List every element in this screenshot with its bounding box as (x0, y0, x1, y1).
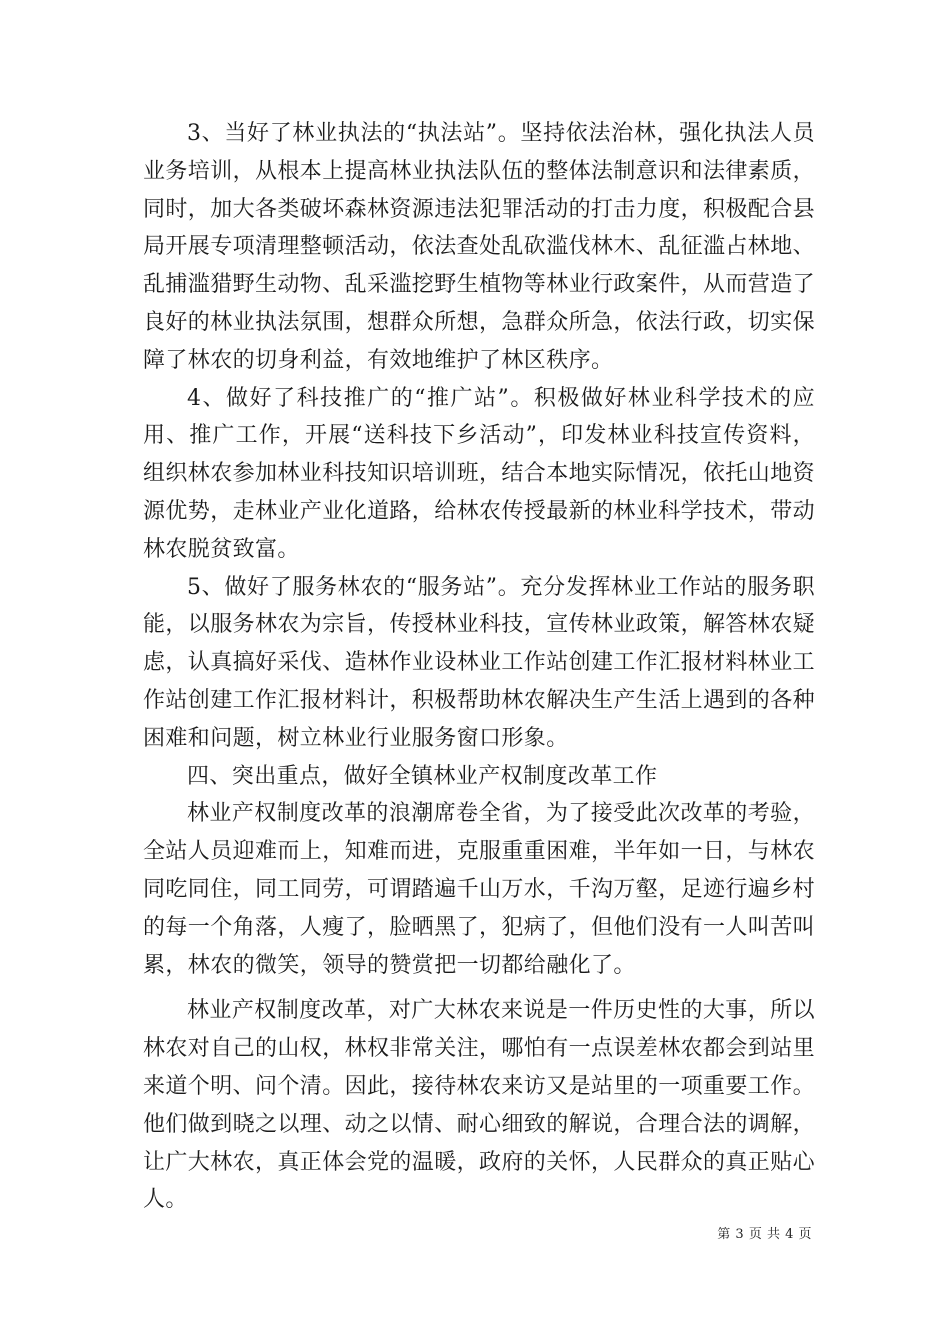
paragraph-law-enforcement: 3、当好了林业执法的“执法站”。坚持依法治林，强化执法人员业务培训，从根本上提高林业执法队伍的整体法制意识和法律素质，同时，加大各类破坏森林资源违法犯罪活动的打击力度，积极配合县局开展专项清理整顿活动，依法查处乱砍滥伐林木、乱征滥占林地、乱捕滥猎野生动物、乱采滥挖野生植物等林业行政案件，从而营造了良好的林业执法氛围，想群众所想，急群众所急，依法行政，切实保障了林农的切身利益，有效地维护了林区秩序。 (143, 121, 816, 373)
document-body (143, 115, 815, 1219)
paragraph-tech-promotion: 4、做好了科技推广的“推广站”。积极做好林业科学技术的应用、推广工作，开展“送科技下乡活动”，印发林业科技宣传资料，组织林农参加林业科技知识培训班，结合本地实际情况，依托山地资源优势，走林业产业化道路，给林农传授最新的林业科学技术，带动林农脱贫致富。 (143, 385, 816, 562)
paragraph-reform-visits: 林业产权制度改革，对广大林农来说是一件历史性的大事，所以林农对自己的山权，林权非常关注，哪怕有一点误差林农都会到站里来道个明、问个清。因此，接待林农来访又是站里的一项重要工作。他们做到晓之以理、动之以情、耐心细致的解说，合理合法的调解，让广大林农，真正体会党的温暖，政府的关怀，人民群众的真正贴心人。 (143, 998, 816, 1213)
paragraph-service-station: 5、做好了服务林农的“服务站”。充分发挥林业工作站的服务职能，以服务林农为宗旨，传授林业科技，宣传林业政策，解答林农疑虑，认真搞好采伐、造林作业设林业工作站创建工作汇报材料林业工作站创建工作汇报材料计，积极帮助林农解决生产生活上遇到的各种困难和问题，树立林业行业服务窗口形象。 (143, 574, 816, 751)
section-heading-reform: 四、突出重点，做好全镇林业产权制度改革工作 (187, 763, 658, 789)
page-number-footer: 第 3 页 共 4 页 (717, 1227, 812, 1242)
paragraph-reform-wave: 林业产权制度改革的浪潮席卷全省，为了接受此次改革的考验，全站人员迎难而上，知难而进，克服重重困难，半年如一日，与林农同吃同住，同工同劳，可谓踏遍千山万水，千沟万壑，足迹行遍乡村的每一个角落，人瘦了，脸晒黑了，犯病了，但他们没有一人叫苦叫累，林农的微笑，领导的赞赏把一切都给融化了。 (143, 801, 816, 978)
